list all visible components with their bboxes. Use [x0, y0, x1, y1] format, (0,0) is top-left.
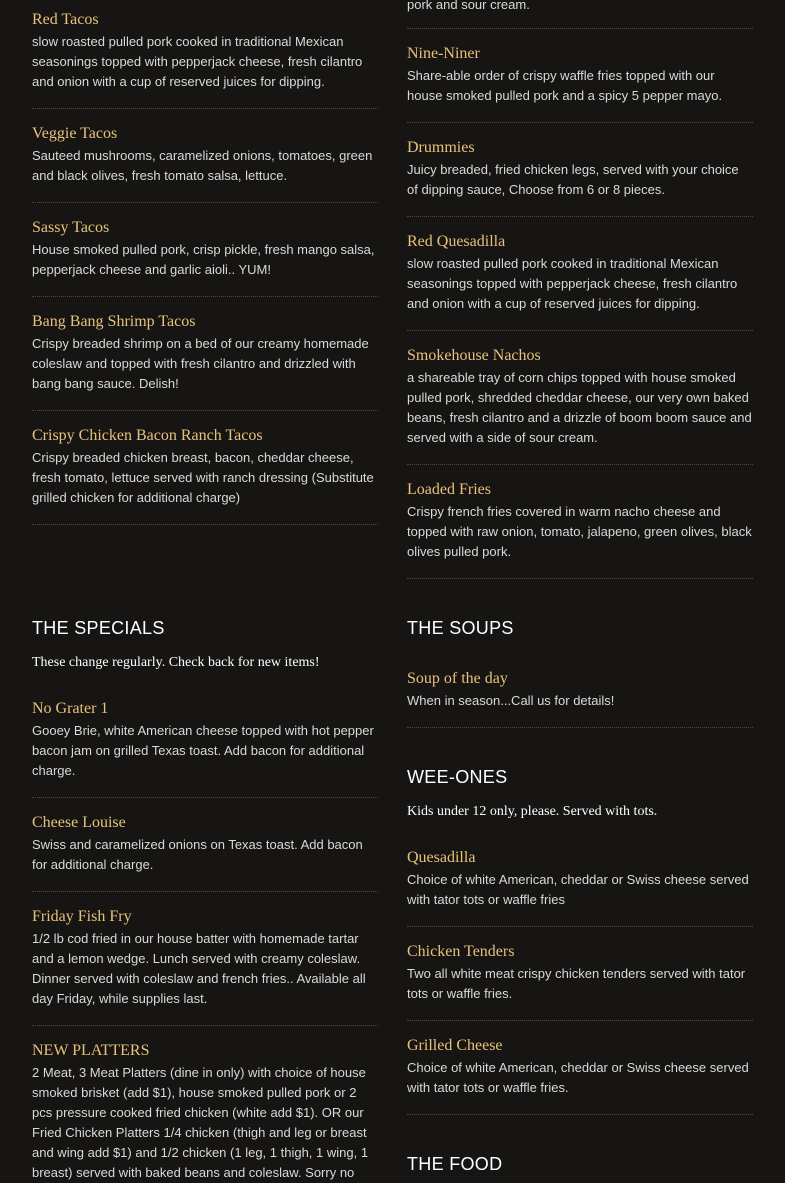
- item-name: Veggie Tacos: [32, 125, 118, 142]
- item-description: Crispy breaded shrimp on a bed of our creamy homemade coleslaw and topped with fresh cilantro and drizzled with bang bang sauce. Delish!: [32, 336, 369, 391]
- divider: [32, 202, 378, 203]
- section-note-wee-ones: Kids under 12 only, please. Served with tots.: [407, 804, 658, 819]
- divider: [407, 1020, 753, 1021]
- menu-item-new-platters: [32, 1041, 378, 1183]
- item-description: Juicy breaded, fried chicken legs, served with your choice of dipping sauce, Choose from 6 or 8 pieces.: [407, 162, 739, 197]
- item-name: Cheese Louise: [32, 814, 126, 831]
- item-description: When in season...Call us for details!: [407, 693, 615, 708]
- item-description: slow roasted pulled pork cooked in traditional Mexican seasonings topped with pepperjack cheese, fresh cilantro and onion with a cup of reserved juices for dipping.: [32, 34, 363, 89]
- menu-item-crispy-chicken-bacon-ranch-tacos: [32, 426, 378, 508]
- item-description: 2 Meat, 3 Meat Platters (dine in only) with choice of house smoked brisket (add $1), house smoked pulled pork or 2 pcs pressure cooked fried chicken (white add $1). OR our Fried Chicken Platters 1/4 chicken (thigh and leg or breast and wing add $1) and 1/2 chicken (1 leg, 1 thigh, 1 wing, 1 breast) served with baked beans and coleslaw. Sorry no: [32, 1065, 369, 1180]
- item-description: Crispy french fries covered in warm nacho cheese and topped with raw onion, tomato, jalapeno, green olives, black olives pulled pork.: [407, 504, 752, 559]
- item-description: slow roasted pulled pork cooked in traditional Mexican seasonings topped with pepperjack cheese, fresh cilantro and onion with a cup of reserved juices for dipping.: [407, 256, 738, 311]
- section-title-soups: THE SOUPS: [407, 618, 514, 638]
- divider: [407, 216, 753, 217]
- menu-item-grilled-cheese: [407, 1036, 753, 1098]
- item-name: Grilled Cheese: [407, 1037, 503, 1054]
- item-name: Loaded Fries: [407, 481, 491, 498]
- menu-item-partial: [407, 0, 753, 15]
- item-description: Share-able order of crispy waffle fries topped with our house smoked pulled pork and a spicy 5 pepper mayo.: [407, 68, 723, 103]
- item-description: pork and sour cream.: [407, 0, 530, 12]
- item-description: a shareable tray of corn chips topped with house smoked pulled pork, shredded cheddar cheese, our very own baked beans, fresh cilantro and a drizzle of boom boom sauce and served with a side of sour cream.: [407, 370, 752, 445]
- menu-item-soup-of-the-day: [407, 669, 753, 711]
- divider: [407, 926, 753, 927]
- item-name: Drummies: [407, 139, 475, 156]
- divider: [32, 108, 378, 109]
- menu-item-red-quesadilla: [407, 232, 753, 314]
- item-name: Smokehouse Nachos: [407, 347, 541, 364]
- menu-item-friday-fish-fry: [32, 907, 378, 1009]
- item-description: Choice of white American, cheddar or Swiss cheese served with tator tots or waffle fries.: [407, 1060, 749, 1095]
- item-description: Crispy breaded chicken breast, bacon, cheddar cheese, fresh tomato, lettuce served with ranch dressing (Substitute grilled chicken for additional charge): [32, 450, 374, 505]
- menu-item-sassy-tacos: [32, 218, 378, 280]
- item-name: Quesadilla: [407, 849, 476, 866]
- divider: [32, 891, 378, 892]
- item-name: Bang Bang Shrimp Tacos: [32, 313, 196, 330]
- item-name: Friday Fish Fry: [32, 908, 132, 925]
- divider: [407, 578, 753, 579]
- item-description: Sauteed mushrooms, caramelized onions, tomatoes, green and black olives, fresh tomato salsa, lettuce.: [32, 148, 373, 183]
- item-name: Nine-Niner: [407, 45, 480, 62]
- item-name: Red Tacos: [32, 11, 99, 28]
- divider: [32, 410, 378, 411]
- divider: [32, 1025, 378, 1026]
- item-name: Chicken Tenders: [407, 943, 515, 960]
- menu-item-kids-quesadilla: [407, 848, 753, 910]
- item-description: Swiss and caramelized onions on Texas toast. Add bacon for additional charge.: [32, 837, 363, 872]
- divider: [407, 1114, 753, 1115]
- item-name: Red Quesadilla: [407, 233, 506, 250]
- item-name: Sassy Tacos: [32, 219, 110, 236]
- menu-item-no-grater-1: [32, 699, 378, 781]
- divider: [32, 296, 378, 297]
- item-description: Gooey Brie, white American cheese topped with hot pepper bacon jam on grilled Texas toast. Add bacon for additional charge.: [32, 723, 374, 778]
- divider: [407, 122, 753, 123]
- menu-item-nine-niner: [407, 44, 753, 106]
- item-name: Crispy Chicken Bacon Ranch Tacos: [32, 427, 263, 444]
- menu-item-loaded-fries: [407, 480, 753, 562]
- item-description: 1/2 lb cod fried in our house batter with homemade tartar and a lemon wedge. Lunch served with creamy coleslaw. Dinner served with coleslaw and french fries.. Available all day Friday, while supplies last.: [32, 931, 366, 1006]
- section-title-wee-ones: WEE-ONES: [407, 767, 508, 787]
- divider: [407, 727, 753, 728]
- divider: [407, 330, 753, 331]
- divider: [32, 524, 378, 525]
- menu-item-chicken-tenders: [407, 942, 753, 1004]
- item-description: Two all white meat crispy chicken tenders served with tator tots or waffle fries.: [407, 966, 746, 1001]
- item-description: Choice of white American, cheddar or Swiss cheese served with tator tots or waffle fries: [407, 872, 749, 907]
- item-name: Soup of the day: [407, 670, 508, 687]
- menu-item-cheese-louise: [32, 813, 378, 875]
- section-note-specials: These change regularly. Check back for new items!: [32, 655, 320, 670]
- divider: [407, 464, 753, 465]
- divider: [32, 797, 378, 798]
- section-title-food: THE FOOD: [407, 1154, 503, 1174]
- menu-item-bang-bang-shrimp-tacos: [32, 312, 378, 394]
- menu-item-veggie-tacos: [32, 124, 378, 186]
- section-title-specials: THE SPECIALS: [32, 618, 165, 638]
- menu-item-drummies: [407, 138, 753, 200]
- menu-item-red-tacos: [32, 10, 378, 92]
- menu-item-smokehouse-nachos: [407, 346, 753, 448]
- item-name: No Grater 1: [32, 700, 109, 717]
- divider: [407, 28, 753, 29]
- item-description: House smoked pulled pork, crisp pickle, fresh mango salsa, pepperjack cheese and garlic aioli.. YUM!: [32, 242, 375, 277]
- item-name: NEW PLATTERS: [32, 1042, 150, 1059]
